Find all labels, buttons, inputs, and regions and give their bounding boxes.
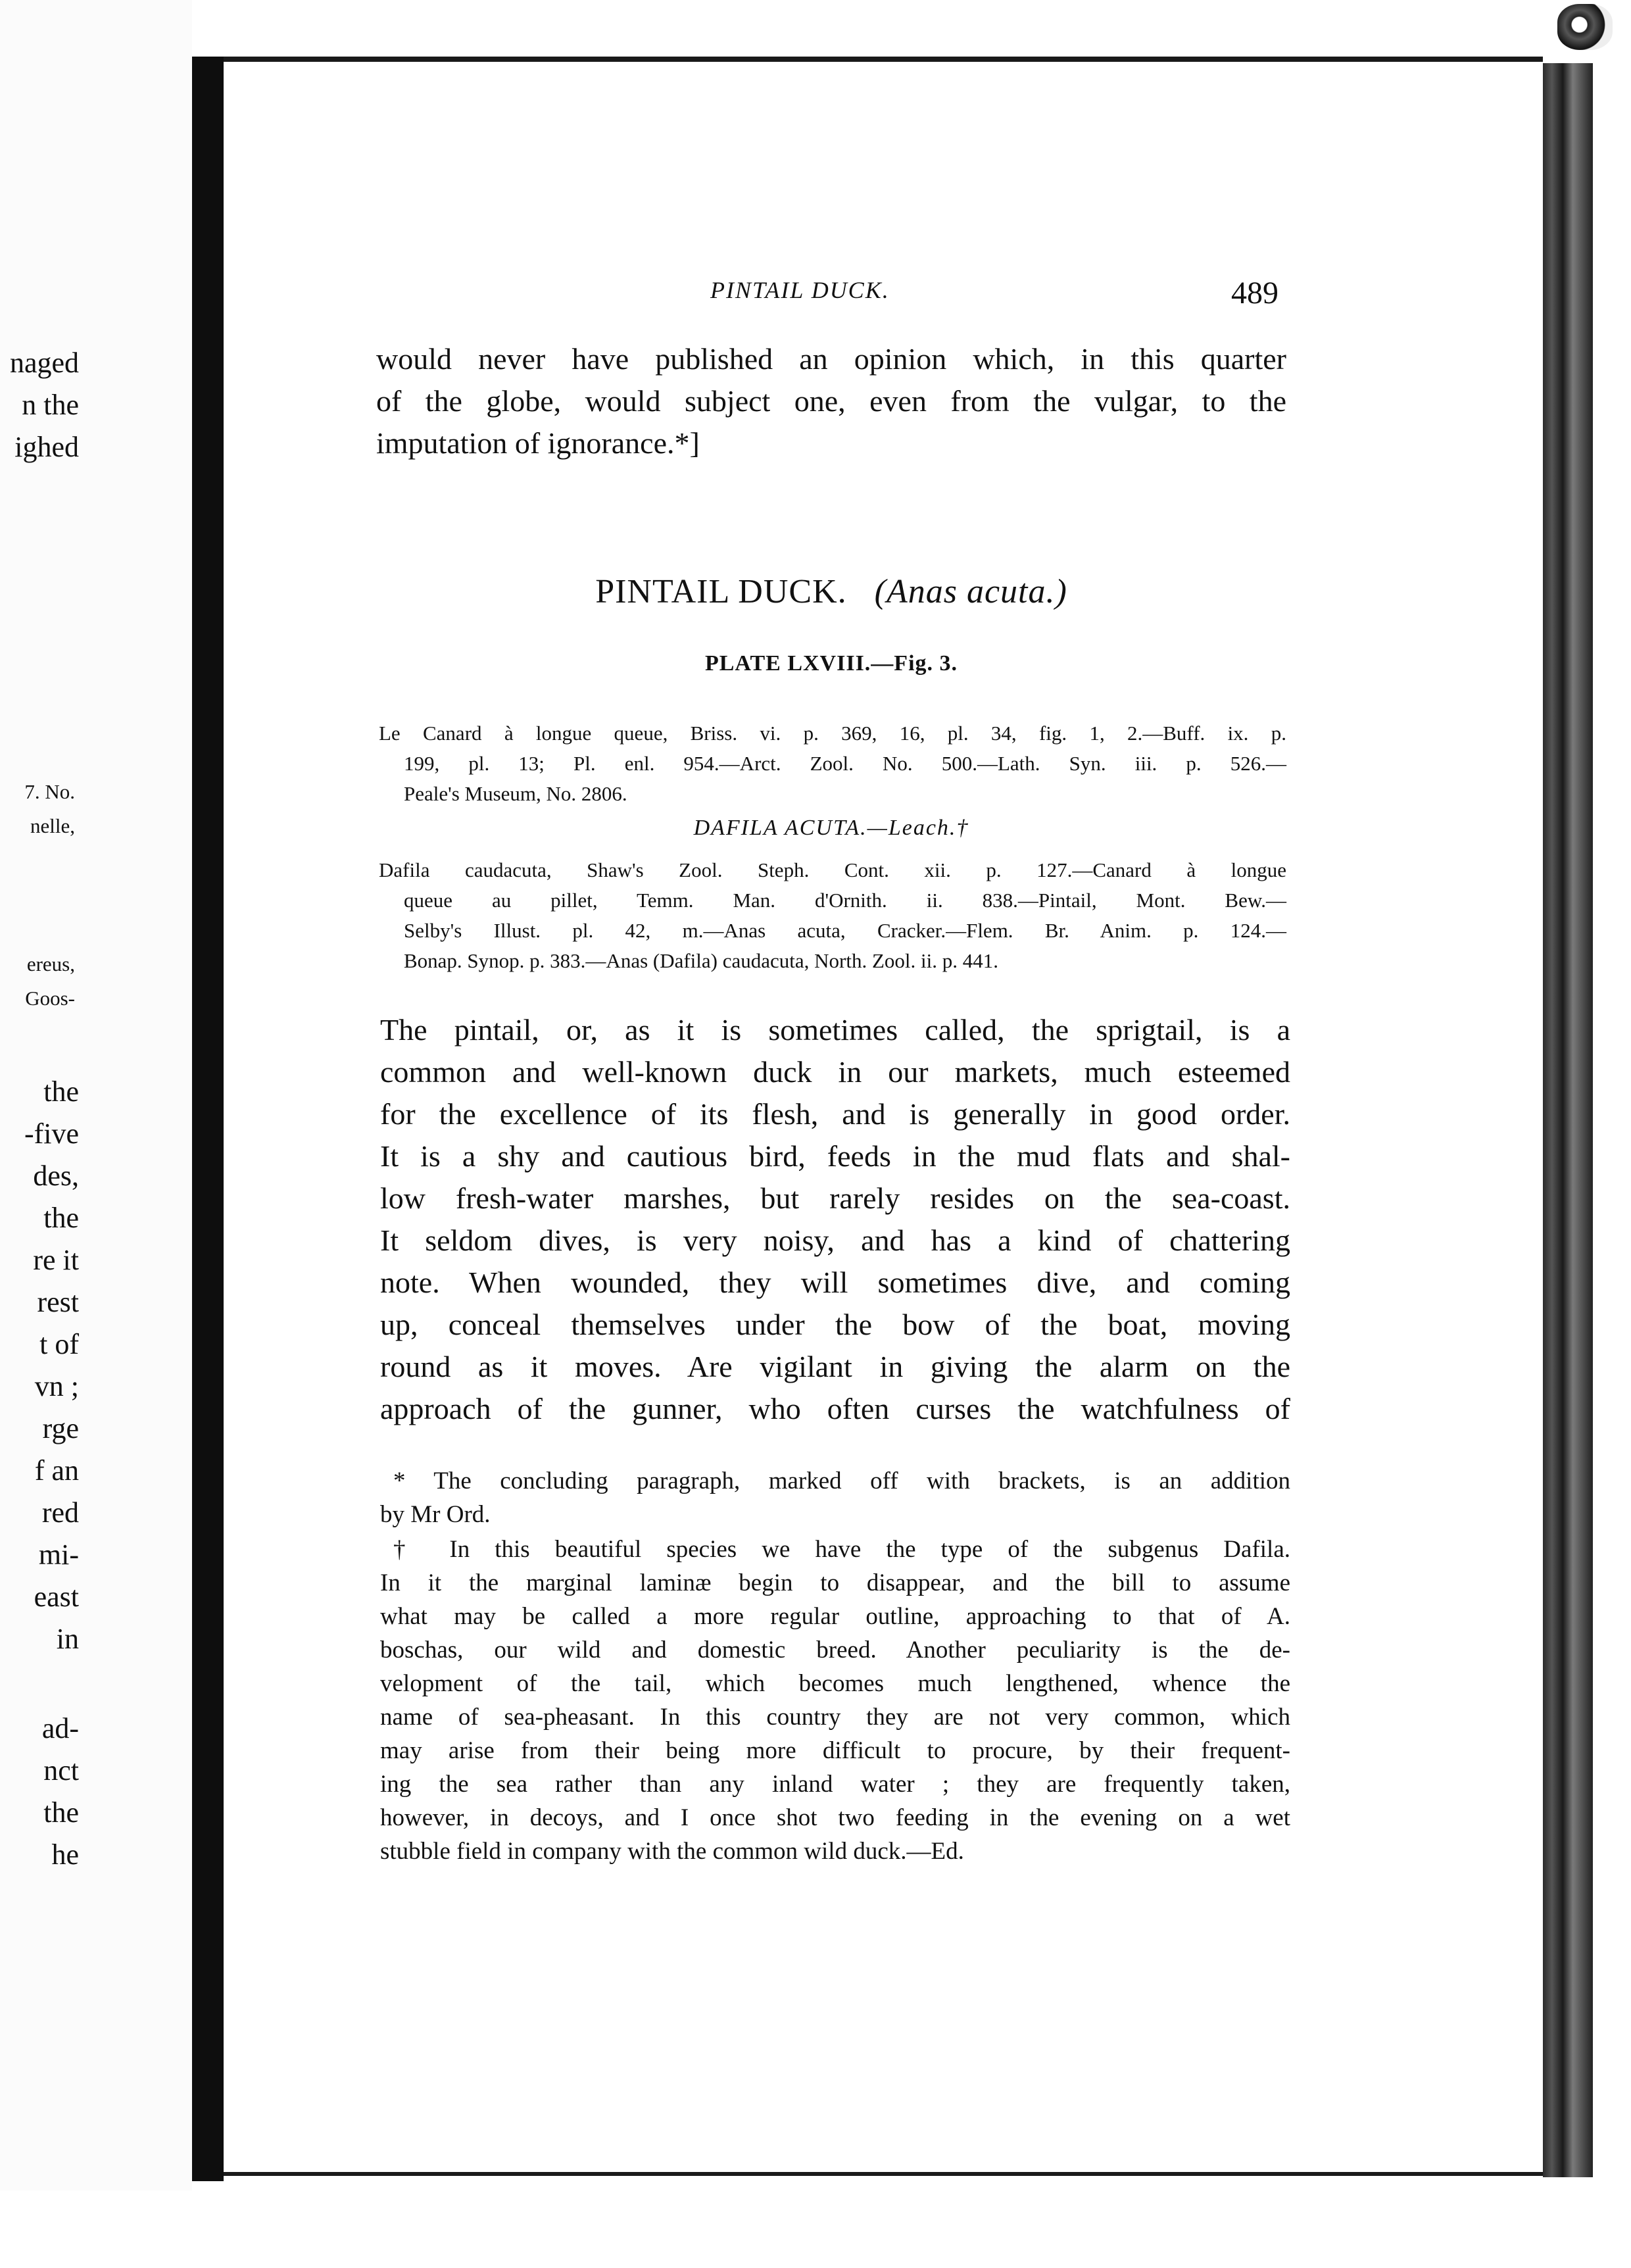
page-bottom-edge xyxy=(224,2172,1543,2176)
footnote: † In this beautiful species we have the type of the subgenus Dafila. In it the marginal laminæ begin to disappear, and the bill to assume what may be called a more regular outline, approaching to that of A. boschas, our wild and domestic breed. Another peculiarity is the de- velopment of the tail, which becomes much lengthened, whence the name of sea-pheasant. In this country they are not very common, which may arise from their being more difficult to procure, by their frequent- ing the sea rather than any inland water ; they are frequently taken, however, in decoys, and I once shot two feeding in the evening on a wet stubble field in company with the common wild duck.—Ed. xyxy=(380,1536,1290,1865)
facing-page-fragment: naged n the ighed xyxy=(9,347,79,463)
facing-page-fragment: ad- nct the he xyxy=(41,1712,79,1871)
title-common-name: PINTAIL DUCK. xyxy=(595,573,847,610)
facing-page-fragment: 7. No. nelle, xyxy=(24,780,75,837)
facing-page-fragment: ereus, Goos- xyxy=(25,952,75,1010)
species-title xyxy=(376,572,1286,611)
page-number: 489 xyxy=(1231,276,1278,310)
title-latin-name: (Anas acuta.) xyxy=(874,573,1067,610)
book-gutter xyxy=(192,57,224,2181)
main-paragraph: The pintail, or, as it is sometimes called, the sprigtail, is a common and well-known duck in our markets, much esteemed for the excellence of its flesh, and is generally in good order. It is a shy and cautious bird, feeds in the mud flats and shal- low fresh-water marshes, but rarely resides on the sea-coast. It seldom dives, is very noisy, and has a kind of chattering note. When wounded, they will sometimes dive, and coming up, conceal themselves under the bow of the boat, moving round as it moves. Are vigilant in giving the alarm on the approach of the gunner, who often curses the watchfulness of xyxy=(380,1013,1290,1425)
genus-subheading: DAFILA ACUTA.—Leach.† xyxy=(693,816,969,840)
plate-reference: PLATE LXVIII.—Fig. 3. xyxy=(704,651,958,676)
page-top-edge xyxy=(224,57,1543,62)
continuation-paragraph: would never have published an opinion which, in this quarter of the globe, would subject one, even from the vulgar, to the imputation of ignorance.*] xyxy=(376,342,1286,460)
running-head: PINTAIL DUCK. xyxy=(710,277,890,303)
synonymy-block: Le Canard à longue queue, Briss. vi. p. 369, 16, pl. 34, fig. 1, 2.—Buff. ix. p. 199, pl. 13; Pl. enl. 954.—Arct. Zool. No. 500.—Lath. Syn. iii. p. 526.— Peale's Museum, No. 2806. xyxy=(379,722,1286,805)
page-fore-edge xyxy=(1543,63,1593,2177)
footnote: * The concluding paragraph, marked off with brackets, is an addition by Mr Ord. xyxy=(380,1467,1290,1528)
facing-page-fragment: the -five des, the re it rest t of vn ; rge f an red mi- east in xyxy=(24,1075,79,1655)
scan-corner-mark xyxy=(1557,4,1613,50)
synonymy-block: Dafila caudacuta, Shaw's Zool. Steph. Cont. xii. p. 127.—Canard à longue queue au pillet, Temm. Man. d'Ornith. ii. 838.—Pintail, Mont. Bew.— Selby's Illust. pl. 42, m.—Anas acuta, Cracker.—Flem. Br. Anim. p. 124.— Bonap. Synop. p. 383.—Anas (Dafila) caudacuta, North. Zool. ii. p. 441. xyxy=(379,858,1286,972)
